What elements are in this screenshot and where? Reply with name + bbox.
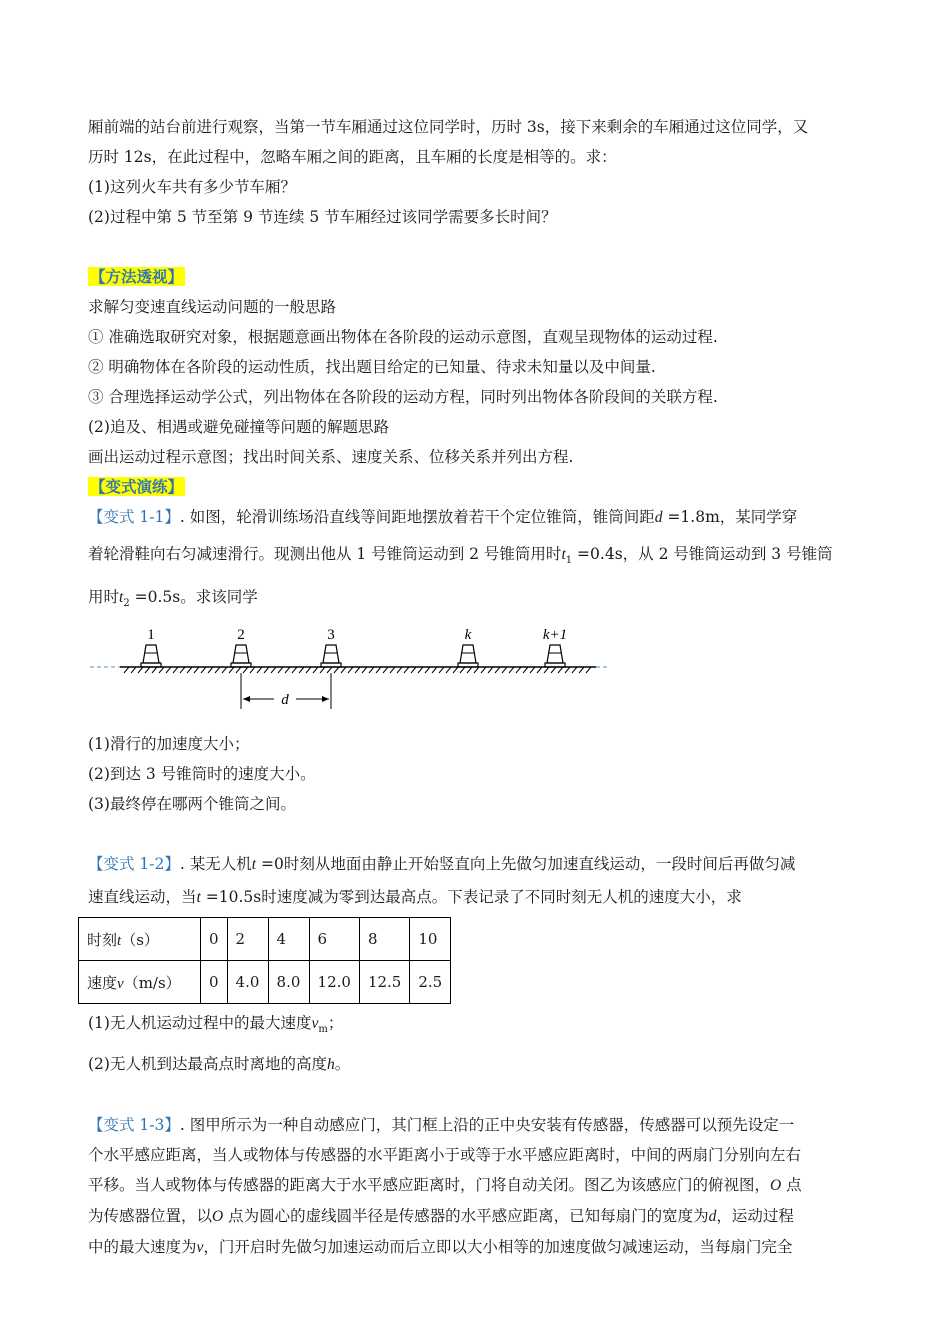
table-cell: 12.0 — [309, 961, 359, 1004]
table-cell: 0 — [201, 961, 228, 1004]
cone-figure — [88, 623, 628, 723]
cone-label-1: 1 — [147, 627, 155, 644]
method-line: ③ 合理选择运动学公式，列出物体在各阶段的运动方程，同时列出物体各阶段间的关联方程. — [88, 388, 718, 406]
cone-label-3: 3 — [327, 627, 335, 644]
table-row — [79, 961, 451, 1004]
p3-tag: 【变式 1-3】 — [88, 1116, 180, 1135]
p1-question-3: (3)最终停在哪两个锥筒之间。 — [88, 795, 296, 814]
table-cell: 4.0 — [227, 961, 268, 1004]
table-cell: 4 — [268, 918, 309, 961]
p3-line-2: 个水平感应距离，当人或物体与传感器的水平距离小于或等于水平感应距离时，中间的两扇门分别向左右 — [88, 1146, 802, 1165]
p2-line-1: 【变式 1-2】. 某无人机t =0时刻从地面由静止开始竖直向上先做匀加速直线运动，一段时间后再做匀减 — [88, 855, 796, 874]
p1-question-2: (2)到达 3 号锥筒时的速度大小。 — [88, 765, 316, 784]
table-header-time: 时刻t（s） — [79, 918, 201, 961]
method-line: (2)追及、相遇或避免碰撞等问题的解题思路 — [88, 418, 389, 436]
method-line: 画出运动过程示意图；找出时间关系、速度关系、位移关系并列出方程. — [88, 448, 574, 466]
cone-label-2: 2 — [237, 627, 245, 644]
intro-line-2: 历时 12s，在此过程中，忽略车厢之间的距离，且车厢的长度是相等的。求： — [88, 148, 617, 166]
table-header-speed: 速度v（m/s） — [79, 961, 201, 1004]
cone-icon — [321, 645, 341, 667]
table-cell: 0 — [201, 918, 228, 961]
p1-question-1: (1)滑行的加速度大小； — [88, 735, 250, 754]
table-cell: 8.0 — [268, 961, 309, 1004]
p1-line-3: 用时$t_2 =0.5s$。求该同学 — [88, 588, 258, 610]
table-cell: 8 — [359, 918, 409, 961]
p2-line-2: 速直线运动，当t =10.5s时速度减为零到达最高点。下表记录了不同时刻无人机的速度大小，求 — [88, 888, 742, 907]
speed-table — [78, 917, 451, 1004]
table-cell: 10 — [410, 918, 451, 961]
ground-hatching — [124, 667, 591, 673]
table-cell: 2.5 — [410, 961, 451, 1004]
intro-question-2: (2)过程中第 5 节至第 9 节连续 5 节车厢经过该同学需要多长时间？ — [88, 208, 557, 226]
practice-heading-row — [88, 472, 863, 502]
cone-icon — [141, 645, 161, 667]
p1-line-2: 着轮滑鞋向右匀减速滑行。现测出他从 1 号锥筒运动到 2 号锥筒用时$t_1 =0.4s$，从 2 号锥筒运动到 3 号锥筒 — [88, 545, 833, 567]
p3-line-5: 中的最大速度为v，门开启时先做匀加速运动而后立即以大小相等的加速度做匀减速运动，当每扇门完全 — [88, 1238, 793, 1257]
p3-line-4: 为传感器位置，以O 点为圆心的虚线圆半径是传感器的水平感应距离，已知每扇门的宽度为d，运动过程 — [88, 1207, 794, 1226]
table-cell: 2 — [227, 918, 268, 961]
method-heading: 【方法透视】 — [90, 267, 184, 286]
cone-label-k: k — [464, 627, 472, 644]
cone-icon — [458, 645, 478, 667]
intro-question-1: (1)这列火车共有多少节车厢？ — [88, 178, 296, 196]
p3-line-1: 【变式 1-3】. 图甲所示为一种自动感应门，其门框上沿的正中央安装有传感器，传感器可以预先设定一 — [88, 1116, 795, 1135]
table-cell: 12.5 — [359, 961, 409, 1004]
method-line: ① 准确选取研究对象，根据题意画出物体在各阶段的运动示意图，直观呈现物体的运动过程. — [88, 328, 718, 346]
method-line: ② 明确物体在各阶段的运动性质，找出题目给定的已知量、待求未知量以及中间量. — [88, 358, 656, 376]
p1-tag: 【变式 1-1】 — [88, 508, 180, 526]
table-cell: 6 — [309, 918, 359, 961]
p2-tag: 【变式 1-2】 — [88, 855, 180, 874]
spacing-label-d: d — [281, 692, 289, 709]
p2-question-1: (1)无人机运动过程中的最大速度$v_m$； — [88, 1014, 344, 1036]
method-line: 求解匀变速直线运动问题的一般思路 — [88, 298, 337, 316]
p2-question-2: (2)无人机到达最高点时离地的高度h。 — [88, 1055, 351, 1074]
cone-icon — [545, 645, 565, 667]
method-heading-row — [88, 262, 863, 292]
table-row — [79, 918, 451, 961]
document-page — [88, 112, 863, 1263]
p3-line-3: 平移。当人或物体与传感器的距离大于水平感应距离时，门将自动关闭。图乙为该感应门的俯视图，O 点 — [88, 1176, 802, 1195]
intro-line-1: 厢前端的站台前进行观察，当第一节车厢通过这位同学时，历时 3s，接下来剩余的车厢通过这位同学，又 — [88, 118, 809, 136]
p1-line-1: 【变式 1-1】. 如图，轮滑训练场沿直线等间距地摆放着若干个定位锥筒，锥筒间距d =1.8m，某同学穿 — [88, 508, 798, 526]
cone-icon — [231, 645, 251, 667]
cone-label-k-plus-1: k+1 — [542, 627, 568, 644]
practice-heading: 【变式演练】 — [90, 477, 184, 496]
